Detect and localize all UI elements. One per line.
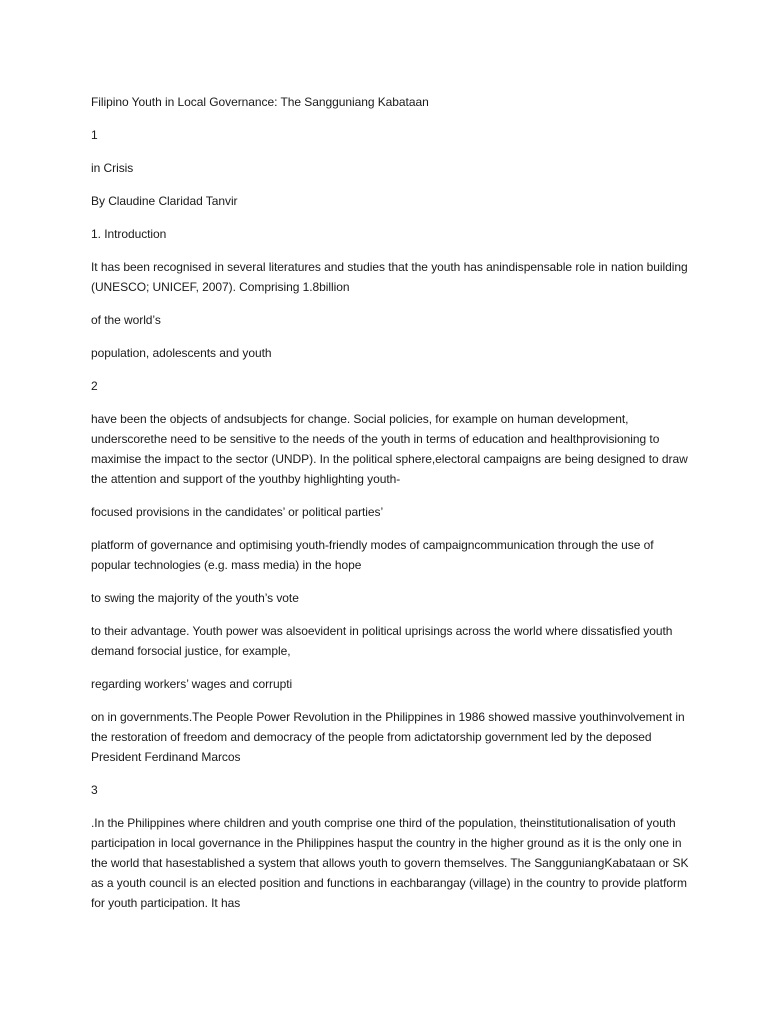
body-paragraph: on in governments.The People Power Revolution in the Philippines in 1986 showed massive youthinvolvement in the restoration of freedom and democracy of the people from adictatorship government led by the deposed President Ferdinand Marcos [91,710,685,764]
document-body [91,92,691,926]
footnote-marker-2: 2 [91,379,98,393]
body-paragraph: focused provisions in the candidates’ or political parties’ [91,505,384,519]
body-paragraph: regarding workers’ wages and corrupti [91,677,293,691]
body-paragraph: platform of governance and optimising youth-friendly modes of campaigncommunication through the use of popular technologies (e.g. mass media) in the hope [91,538,654,572]
body-paragraph: .In the Philippines where children and youth comprise one third of the population, theinstitutionalisation of youth participation in local governance in the Philippines hasput the country in the higher ground as it is the only one in the world that hasestablished a system that allows youth to govern themselves. The SangguniangKabataan or SK as a youth council is an elected position and functions in eachbarangay (village) in the country to provide platform for youth participation. It has [91,816,689,910]
body-paragraph: to their advantage. Youth power was alsoevident in political uprisings across the world where dissatisfied youth demand forsocial justice, for example, [91,624,673,658]
section-heading-introduction: 1. Introduction [91,227,167,241]
author-byline: By Claudine Claridad Tanvir [91,194,238,208]
footnote-marker-1: 1 [91,128,98,142]
footnote-marker-3: 3 [91,783,98,797]
body-paragraph: of the world’s [91,313,161,327]
title-continuation: in Crisis [91,161,134,175]
body-paragraph: population, adolescents and youth [91,346,272,360]
body-paragraph: to swing the majority of the youth’s vote [91,591,299,605]
document-title: Filipino Youth in Local Governance: The Sangguniang Kabataan [91,95,429,109]
body-paragraph: It has been recognised in several literatures and studies that the youth has anindispensable role in nation building (UNESCO; UNICEF, 2007). Comprising 1.8billion [91,260,688,294]
body-paragraph: have been the objects of andsubjects for change. Social policies, for example on human development, underscorethe need to be sensitive to the needs of the youth in terms of education and healthprovisioning to maximise the impact to the sector (UNDP). In the political sphere,electoral campaigns are being designed to draw the attention and support of the youthby highlighting youth- [91,412,688,486]
